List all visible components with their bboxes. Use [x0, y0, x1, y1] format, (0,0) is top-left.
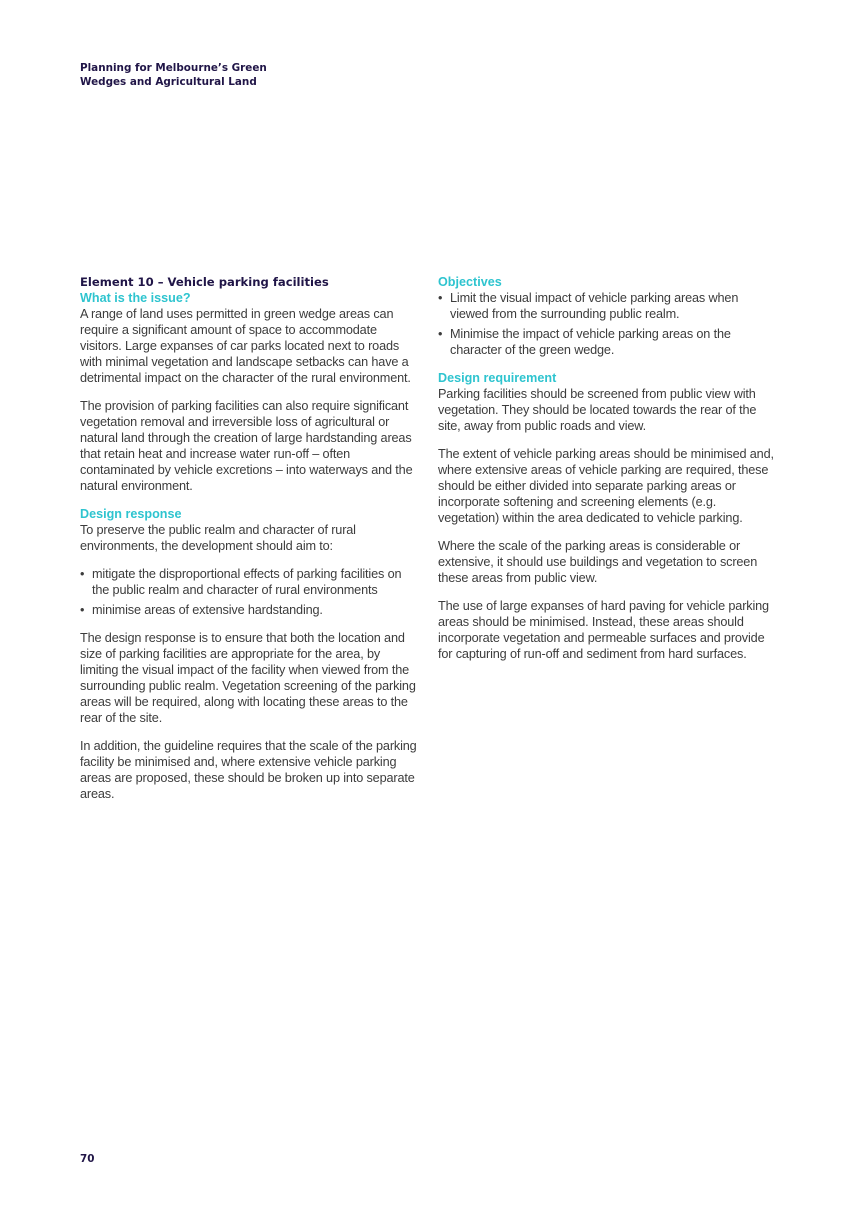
running-header	[80, 61, 320, 89]
design-requirement-paragraph-4: The use of large expanses of hard paving for vehicle parking areas should be minimised. Instead, these areas should incorporate vegetation and permeable surfaces and provide for capturing of run-off and sediment from hard surfaces.	[438, 599, 769, 661]
list-item: • minimise areas of extensive hardstanding.	[80, 602, 420, 618]
issue-heading: What is the issue?	[80, 291, 191, 305]
running-header-line-2: Wedges and Agricultural Land	[80, 76, 257, 88]
design-requirement-paragraph-2: The extent of vehicle parking areas should be minimised and, where extensive areas of vehicle parking are required, these should be either divided into separate parking areas or incorporate softening and screening elements (e.g. vegetation) within the area dedicated to vehicle parking.	[438, 447, 774, 525]
design-requirement-paragraph-1: Parking facilities should be screened from public view with vegetation. They should be located towards the rear of the site, away from public roads and view.	[438, 387, 757, 433]
list-item: • Limit the visual impact of vehicle parking areas when viewed from the surrounding public realm.	[438, 290, 778, 322]
right-column	[438, 274, 778, 674]
issue-paragraph-2: The provision of parking facilities can also require significant vegetation removal and irreversible loss of agricultural or natural land through the creation of large hardstanding areas that retain heat and increase water run-off – often contaminated by vehicle excretions – into waterways and the natural environment.	[80, 399, 413, 493]
design-requirement-paragraph-3: Where the scale of the parking areas is considerable or extensive, it should use buildings and vegetation to screen these areas from public view.	[438, 539, 758, 585]
list-item: • Minimise the impact of vehicle parking areas on the character of the green wedge.	[438, 326, 778, 358]
design-response-heading: Design response	[80, 507, 182, 521]
issue-paragraph-1: A range of land uses permitted in green wedge areas can require a significant amount of space to accommodate visitors. Large expanses of car parks located next to roads with minimal vegetation and landscape setbacks can have a detrimental impact on the character of the rural environment.	[80, 307, 411, 385]
objectives-list	[438, 290, 778, 358]
design-response-paragraph-3: In addition, the guideline requires that the scale of the parking facility be minimised and, where extensive vehicle parking areas are proposed, these should be broken up into separate areas.	[80, 739, 417, 801]
running-header-line-1: Planning for Melbourne’s Green	[80, 62, 267, 74]
element-heading: Element 10 – Vehicle parking facilities	[80, 275, 329, 289]
design-requirement-heading: Design requirement	[438, 371, 557, 385]
design-response-intro: To preserve the public realm and character of rural environments, the development should aim to:	[80, 523, 356, 553]
design-response-list	[80, 566, 420, 618]
left-column	[80, 274, 420, 814]
page-number: 70	[80, 1153, 95, 1165]
objectives-heading: Objectives	[438, 275, 502, 289]
list-item: • mitigate the disproportional effects of parking facilities on the public realm and character of rural environments	[80, 566, 420, 598]
design-response-paragraph-2: The design response is to ensure that both the location and size of parking facilities are appropriate for the area, by limiting the visual impact of the facility when viewed from the surrounding public realm. Vegetation screening of the parking areas will be required, along with locating these areas to the rear of the site.	[80, 631, 416, 725]
